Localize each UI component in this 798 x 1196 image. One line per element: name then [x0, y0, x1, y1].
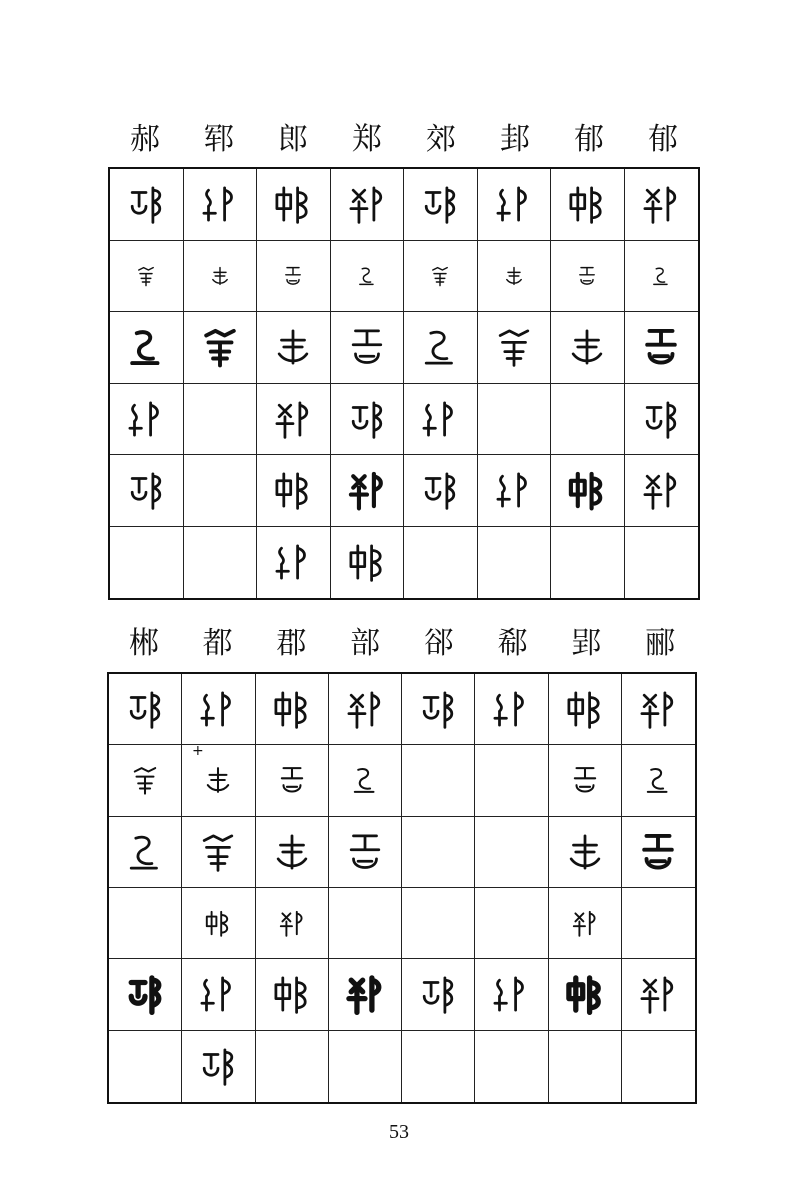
seal-glyph-icon	[270, 181, 316, 227]
table-cell	[404, 527, 478, 599]
table-cell	[478, 455, 552, 527]
seal-glyph-icon	[270, 539, 316, 585]
seal-glyph-icon	[123, 467, 169, 513]
table-cell	[256, 817, 329, 888]
table-cell	[184, 527, 258, 599]
table-cell	[549, 745, 622, 816]
seal-glyph-icon	[195, 1043, 241, 1089]
table-cell	[625, 384, 699, 456]
table-cell	[622, 959, 695, 1030]
seal-glyph-icon	[123, 324, 169, 370]
seal-glyph-icon	[417, 324, 463, 370]
table-cell	[475, 745, 548, 816]
seal-glyph-icon	[201, 763, 235, 797]
table-cell	[622, 817, 695, 888]
table-2-header-row	[107, 622, 697, 666]
table-cell	[329, 745, 402, 816]
table-cell	[184, 455, 258, 527]
table-cell	[622, 888, 695, 959]
table-cell	[478, 527, 552, 599]
seal-glyph-icon	[638, 181, 684, 227]
seal-glyph-icon	[638, 467, 684, 513]
table-cell	[625, 455, 699, 527]
table-cell	[475, 959, 548, 1030]
seal-glyph-icon	[638, 324, 684, 370]
page-number: 53	[389, 1121, 409, 1143]
table-cell	[551, 241, 625, 313]
seal-glyph-icon	[195, 686, 241, 732]
table-cell	[622, 674, 695, 745]
table-cell	[625, 169, 699, 241]
seal-glyph-icon	[348, 763, 382, 797]
table-cell	[404, 312, 478, 384]
table-cell	[109, 959, 182, 1030]
seal-glyph-icon	[635, 686, 681, 732]
seal-glyph-icon	[197, 181, 243, 227]
table-cell	[182, 888, 255, 959]
seal-glyph-icon	[415, 686, 461, 732]
seal-glyph-icon	[122, 686, 168, 732]
seal-glyph-icon	[134, 264, 158, 288]
seal-glyph-icon	[344, 181, 390, 227]
annotation-mark: +	[192, 743, 204, 759]
table-cell	[402, 959, 475, 1030]
table-cell	[256, 1031, 329, 1102]
seal-glyph-icon	[202, 907, 234, 939]
table-cell	[402, 1031, 475, 1102]
seal-glyph-icon	[562, 686, 608, 732]
seal-glyph-icon	[208, 264, 232, 288]
seal-glyph-icon	[575, 264, 599, 288]
table-cell	[475, 888, 548, 959]
table-cell	[331, 527, 405, 599]
table-cell	[109, 888, 182, 959]
header-char: 郎	[278, 122, 308, 157]
table-cell	[331, 169, 405, 241]
seal-glyph-icon	[568, 763, 602, 797]
table-cell	[184, 384, 258, 456]
table-cell	[329, 1031, 402, 1102]
seal-glyph-icon	[269, 971, 315, 1017]
table-cell	[622, 745, 695, 816]
table-cell	[551, 455, 625, 527]
header-char: 郝	[130, 122, 160, 157]
table-cell	[404, 169, 478, 241]
table-cell	[402, 888, 475, 959]
seal-glyph-icon	[128, 763, 162, 797]
table-cell	[475, 1031, 548, 1102]
table-cell	[257, 455, 331, 527]
table-cell	[184, 241, 258, 313]
table-cell	[329, 888, 402, 959]
table-cell	[110, 241, 184, 313]
table-cell	[182, 1031, 255, 1102]
table-cell	[478, 169, 552, 241]
seal-glyph-icon	[417, 181, 463, 227]
seal-script-table-2	[107, 672, 697, 1104]
seal-glyph-icon	[344, 467, 390, 513]
table-cell	[257, 312, 331, 384]
seal-glyph-icon	[276, 907, 308, 939]
table-cell	[625, 241, 699, 313]
seal-glyph-icon	[281, 264, 305, 288]
table-cell	[625, 312, 699, 384]
seal-glyph-icon	[562, 971, 608, 1017]
seal-glyph-icon	[417, 467, 463, 513]
table-cell	[475, 674, 548, 745]
table-cell	[551, 527, 625, 599]
table-cell	[257, 169, 331, 241]
table-cell	[109, 1031, 182, 1102]
seal-glyph-icon	[195, 971, 241, 1017]
table-cell	[109, 817, 182, 888]
seal-glyph-icon	[123, 396, 169, 442]
table-cell	[549, 1031, 622, 1102]
header-char: 郡	[276, 626, 307, 661]
seal-glyph-icon	[649, 264, 673, 288]
header-char: 郓	[204, 122, 234, 157]
table-cell	[256, 674, 329, 745]
table-cell	[182, 674, 255, 745]
table-cell	[329, 674, 402, 745]
table-cell	[331, 312, 405, 384]
table-cell	[329, 817, 402, 888]
seal-glyph-icon	[342, 686, 388, 732]
header-char: 邽	[500, 122, 530, 157]
seal-glyph-icon	[270, 324, 316, 370]
table-cell	[184, 169, 258, 241]
seal-glyph-icon	[491, 324, 537, 370]
table-cell	[256, 959, 329, 1030]
seal-glyph-icon	[270, 467, 316, 513]
seal-script-table-1	[108, 167, 700, 600]
seal-glyph-icon	[428, 264, 452, 288]
table-cell	[331, 241, 405, 313]
seal-glyph-icon	[417, 396, 463, 442]
seal-glyph-icon	[344, 539, 390, 585]
seal-glyph-icon	[342, 829, 388, 875]
seal-glyph-icon	[635, 829, 681, 875]
seal-glyph-icon	[564, 181, 610, 227]
header-char: 郁	[648, 122, 678, 157]
header-char: 郁	[574, 122, 604, 157]
seal-glyph-icon	[562, 829, 608, 875]
seal-glyph-icon	[638, 396, 684, 442]
seal-glyph-icon	[269, 829, 315, 875]
header-char: 部	[350, 626, 381, 661]
table-cell	[404, 384, 478, 456]
table-cell	[475, 817, 548, 888]
seal-glyph-icon	[355, 264, 379, 288]
table-1-header-row	[108, 118, 700, 162]
table-cell	[625, 527, 699, 599]
table-cell	[184, 312, 258, 384]
table-cell	[549, 888, 622, 959]
table-cell	[549, 959, 622, 1030]
table-cell	[110, 527, 184, 599]
table-cell	[257, 384, 331, 456]
seal-glyph-icon	[197, 324, 243, 370]
seal-glyph-icon	[569, 907, 601, 939]
seal-glyph-icon	[502, 264, 526, 288]
table-cell	[402, 745, 475, 816]
table-cell	[549, 817, 622, 888]
seal-glyph-icon	[342, 971, 388, 1017]
seal-glyph-icon	[564, 467, 610, 513]
table-cell	[109, 745, 182, 816]
table-cell	[257, 527, 331, 599]
seal-glyph-icon	[491, 467, 537, 513]
table-cell	[331, 455, 405, 527]
table-cell	[549, 674, 622, 745]
table-cell	[182, 817, 255, 888]
table-cell	[182, 959, 255, 1030]
seal-glyph-icon	[123, 181, 169, 227]
table-cell	[404, 455, 478, 527]
seal-glyph-icon	[641, 763, 675, 797]
header-char: 郗	[497, 626, 528, 661]
table-cell	[110, 455, 184, 527]
table-cell	[256, 888, 329, 959]
header-char: 郴	[128, 626, 159, 661]
seal-glyph-icon	[488, 971, 534, 1017]
table-cell	[110, 384, 184, 456]
table-cell	[110, 169, 184, 241]
seal-glyph-icon	[195, 829, 241, 875]
table-cell	[257, 241, 331, 313]
seal-glyph-icon	[275, 763, 309, 797]
seal-glyph-icon	[270, 396, 316, 442]
table-cell	[551, 169, 625, 241]
table-cell	[622, 1031, 695, 1102]
table-cell	[478, 312, 552, 384]
header-char: 郤	[423, 626, 454, 661]
table-cell	[402, 817, 475, 888]
seal-glyph-icon	[635, 971, 681, 1017]
table-cell	[109, 674, 182, 745]
table-cell	[331, 384, 405, 456]
header-char: 郑	[352, 122, 382, 157]
table-cell	[551, 384, 625, 456]
header-char: 郊	[426, 122, 456, 157]
table-cell	[478, 241, 552, 313]
table-cell	[551, 312, 625, 384]
seal-glyph-icon	[491, 181, 537, 227]
seal-glyph-icon	[122, 971, 168, 1017]
seal-glyph-icon	[415, 971, 461, 1017]
table-cell	[329, 959, 402, 1030]
table-cell	[256, 745, 329, 816]
table-cell	[110, 312, 184, 384]
seal-glyph-icon	[488, 686, 534, 732]
seal-glyph-icon	[269, 686, 315, 732]
header-char: 都	[202, 626, 233, 661]
seal-glyph-icon	[344, 396, 390, 442]
header-char: 郢	[571, 626, 602, 661]
header-char: 郦	[645, 626, 676, 661]
table-cell	[402, 674, 475, 745]
seal-glyph-icon	[122, 829, 168, 875]
table-cell	[478, 384, 552, 456]
table-cell	[404, 241, 478, 313]
seal-glyph-icon	[564, 324, 610, 370]
seal-glyph-icon	[344, 324, 390, 370]
